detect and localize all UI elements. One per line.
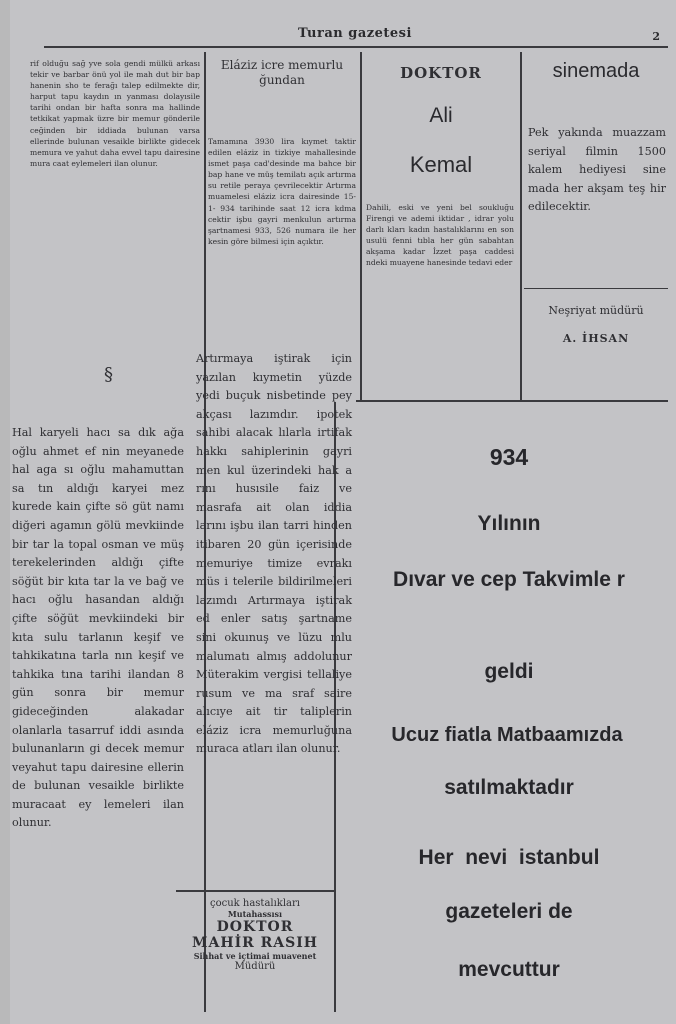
page-number: 2 — [652, 30, 660, 43]
ad-doctor-name: MAHİR RASIH — [191, 935, 319, 951]
ad-top-rule — [356, 400, 668, 402]
masthead-rule — [44, 46, 668, 48]
doctor-mahir-ad — [176, 898, 334, 972]
column-rule-2 — [360, 52, 362, 402]
ad-specialty: çocuk hastalıkları — [209, 898, 300, 909]
ad-mevcuttur: mevcuttur — [458, 958, 560, 981]
doctor-first-name: Ali — [429, 104, 453, 127]
ad-ucuz-fiat: Ucuz fiatla Matbaamızda — [391, 724, 623, 746]
col1-land-notice: Hal karyeli hacı sa dık ağa oğlu ahmet ef nin meyanede hal aga sı oğlu mahamuttan sa tın aldığı karyei mez kurede kain çifte sö güt namı diğeri agamın gölü mevkiinde bir tar la topal osman ve müş terekelerinden aldığı çifte söğüt bir kıta tar la ve bağ ve hacı oğlu hasandan aldığı çifte söğüt mevkiindeki bir kıta sulu tarlanın keşif ve tahkikatına tarla nın keşif ve tahkika tına tarihi ilandan 8 gün sonra bir memur gideceğinden alakadar olanlarla tasarruf iddi asında bulunanların gi decek memur veyahut tapu dairesine ellerin de bulunan vesaikle birlikte muracaat ey lemeleri ilan olunur. — [12, 426, 184, 830]
ad-year: 934 — [489, 444, 529, 470]
doctor-last-name: Kemal — [409, 152, 473, 177]
doctor-services-text: Dahili, eski ve yeni bel soukluğu Firengi ve ademi iktidar , idrar yolu darlı kları kadın hastalıklarını en son usulü fenni tıbla her gün sabahtan akşama kadar İzzet paşa caddesi ndeki muayene hanesinde tedavi eder — [366, 203, 514, 268]
ad-geldi: geldi — [484, 660, 534, 683]
sinema-heading: sinemada — [552, 60, 640, 82]
publisher-name: A. İHSAN — [562, 332, 630, 345]
sinema-rule — [524, 288, 668, 289]
ad-satilmaktadir: satılmaktadır — [444, 776, 574, 799]
ad-her-nevi: Her nevi istanbul — [418, 846, 600, 869]
ad-doctor-sub: Sihhat ve içtimai muavenet — [193, 951, 317, 961]
col2-ad-rule — [176, 890, 334, 892]
publisher-label: Neşriyat müdürü — [548, 304, 644, 317]
ad-doktor-label: DOKTOR — [216, 919, 294, 935]
ad-takvimler: Dıvar ve cep Takvimle r — [393, 568, 625, 591]
col2-auction-terms: Artırmaya iştirak için yazılan kıymetin yüzde yedi buçuk nisbetinde pey akçası lazımdır. ipotek sahibi alacak lılarla irtifak hakkı sahiplerinin gayri men kul üzerindeki hak a rını husısile faiz ve masrafa ait olan iddia larını işbu ilan tarri hinden itibaren 20 gün içerisinde memuriye timize evrakı müs i telerile bildirilmeleri lazımdı Artırmaya iştirak ed enler satış şartname sini okuınuş ve lüzu mlu malumatı almış addolunur Müterakim vergisi tellaliye rusum ve ma sraf saire alıcıye ait tir taliplerin eláziz icra memurluğuna muraca atları ilan olunur. — [196, 352, 352, 756]
sinema-text: Pek yakında muazzam seriyal filmin 1500 kalem hediyesi sine mada her akşam teş hir edilecektir. — [528, 126, 666, 214]
ad-gazeteleri: gazeteleri de — [445, 900, 573, 923]
ad-mutahassis: Mutahassısı — [227, 909, 283, 919]
col2-heading: Eláziz icre memurlu ğundan — [220, 58, 344, 87]
col1-top-notice: rif olduğu sağ yve sola gendi mülkü arkası tekir ve barbar önü yol ile mah dut bir bap hanenin sho te ferağı talep edilmekte dir, harput tapu kaydın ın yanması dolayısile tarihi ondan bir hafta sonra ma hallinde tetkikat yapmak üzre bir memur gönderile ceğinden bir iddiada bulunan varsa ellerinde bulunan vesaikle birlikte gidecek memura ve yahut daha evvel tapu dairesine mura caat eylemeleri ilan olunur. — [30, 59, 200, 168]
ad-yilinin: Yılının — [477, 512, 541, 535]
ad-doctor-role: Müdürü — [234, 961, 276, 972]
section-separator: § — [104, 364, 113, 385]
column-rule-3 — [520, 52, 522, 400]
newspaper-title: Turan gazetesi — [298, 26, 412, 41]
masthead — [44, 26, 666, 48]
col2-auction-notice: Tamamına 3930 lira kıymet taktir edilen eláziz in tizkiye mahallesinde ismet paşa cad'desinde ma bahce bir bap hane ve müş temilatı açık artırma su retile peraya çevrilecektir Artırma muamelesi eláziz icra dairesinde 15- 1- 934 tarihinde saat 12 icra kdma cektir işbu gayri menkulun artırma şartnamesi 933, 526 numara ile her kesin göre bilmesi için açıktır. — [208, 137, 356, 246]
doktor-label: DOKTOR — [400, 64, 482, 82]
